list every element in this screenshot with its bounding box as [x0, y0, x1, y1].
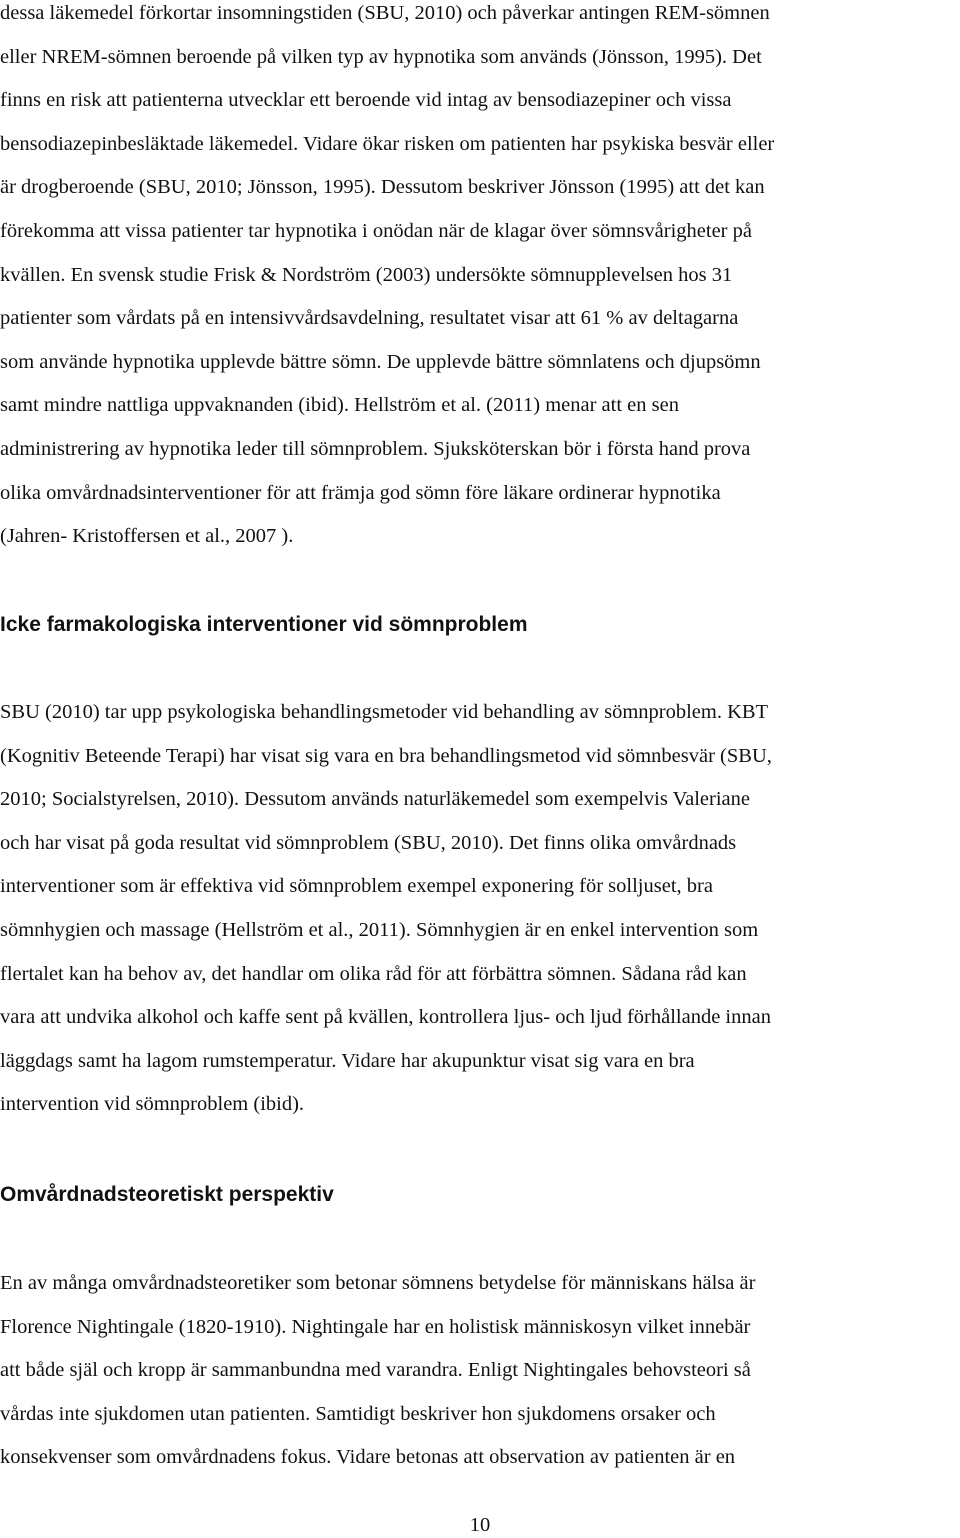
text-line: förekomma att vissa patienter tar hypnotika i onödan när de klagar över sömnsvårigheter på [0, 219, 752, 242]
text-line: En av många omvårdnadsteoretiker som betonar sömnens betydelse för människans hälsa är [0, 1272, 756, 1294]
body-paragraph-2 [0, 691, 960, 1127]
text-line: 2010; Socialstyrelsen, 2010). Dessutom används naturläkemedel som exempelvis Valeriane [0, 788, 750, 811]
body-paragraph-3 [0, 1262, 960, 1480]
text-line: Florence Nightingale (1820-1910). Nightingale har en holistisk människosyn vilket innebär [0, 1315, 751, 1338]
text-line: dessa läkemedel förkortar insomningstiden (SBU, 2010) och påverkar antingen REM-sömnen [0, 2, 770, 24]
text-line: är drogberoende (SBU, 2010; Jönsson, 1995). Dessutom beskriver Jönsson (1995) att det kan [0, 176, 765, 199]
text-line: vara att undvika alkohol och kaffe sent på kvällen, kontrollera ljus- och ljud förhållande innan [0, 1006, 771, 1029]
page-number: 10 [469, 1514, 491, 1536]
section-heading-non-pharmacological: Icke farmakologiska interventioner vid sömnproblem [0, 613, 528, 636]
text-line: (Kognitiv Beteende Terapi) har visat sig vara en bra behandlingsmetod vid sömnbesvär (SBU, [0, 744, 772, 767]
text-line: SBU (2010) tar upp psykologiska behandlingsmetoder vid behandling av sömnproblem. KBT [0, 701, 769, 723]
text-line: eller NREM-sömnen beroende på vilken typ av hypnotika som används (Jönsson, 1995). Det [0, 45, 762, 68]
text-line: som använde hypnotika upplevde bättre sömn. De upplevde bättre sömnlatens och djupsömn [0, 350, 761, 373]
text-line: samt mindre nattliga uppvaknanden (ibid). Hellström et al. (2011) menar att en sen [0, 394, 679, 417]
text-line: kvällen. En svensk studie Frisk & Nordström (2003) undersökte sömnupplevelsen hos 31 [0, 263, 733, 286]
text-line: olika omvårdnadsinterventioner för att främja god sömn före läkare ordinerar hypnotika [0, 481, 721, 504]
text-line: sömnhygien och massage (Hellström et al., 2011). Sömnhygien är en enkel intervention som [0, 918, 759, 941]
text-line: (Jahren- Kristoffersen et al., 2007 ). [0, 525, 294, 548]
text-line: konsekvenser som omvårdnadens fokus. Vidare betonas att observation av patienten är en [0, 1446, 736, 1469]
text-line: finns en risk att patienterna utvecklar ett beroende vid intag av bensodiazepiner och vissa [0, 89, 732, 112]
body-paragraph-1 [0, 0, 960, 559]
text-line: flertalet kan ha behov av, det handlar om olika råd för att förbättra sömnen. Sådana råd kan [0, 962, 747, 985]
section-heading-nursing-theory: Omvårdnadsteoretiskt perspektiv [0, 1183, 334, 1206]
text-line: patienter som vårdats på en intensivvårdsavdelning, resultatet visar att 61 % av deltagarna [0, 307, 739, 330]
text-line: att både själ och kropp är sammanbundna med varandra. Enligt Nightingales behovsteori så [0, 1359, 751, 1382]
text-line: vårdas inte sjukdomen utan patienten. Samtidigt beskriver hon sjukdomens orsaker och [0, 1402, 716, 1425]
text-line: interventioner som är effektiva vid sömnproblem exempel exponering för solljuset, bra [0, 875, 713, 898]
text-line: och har visat på goda resultat vid sömnproblem (SBU, 2010). Det finns olika omvårdnads [0, 831, 737, 854]
text-line: läggdags samt ha lagom rumstemperatur. Vidare har akupunktur visat sig vara en bra [0, 1049, 695, 1072]
text-line: intervention vid sömnproblem (ibid). [0, 1093, 305, 1116]
text-line: administrering av hypnotika leder till sömnproblem. Sjuksköterskan bör i första hand prova [0, 437, 751, 460]
text-line: bensodiazepinbesläktade läkemedel. Vidare ökar risken om patienten har psykiska besvär eller [0, 132, 775, 155]
